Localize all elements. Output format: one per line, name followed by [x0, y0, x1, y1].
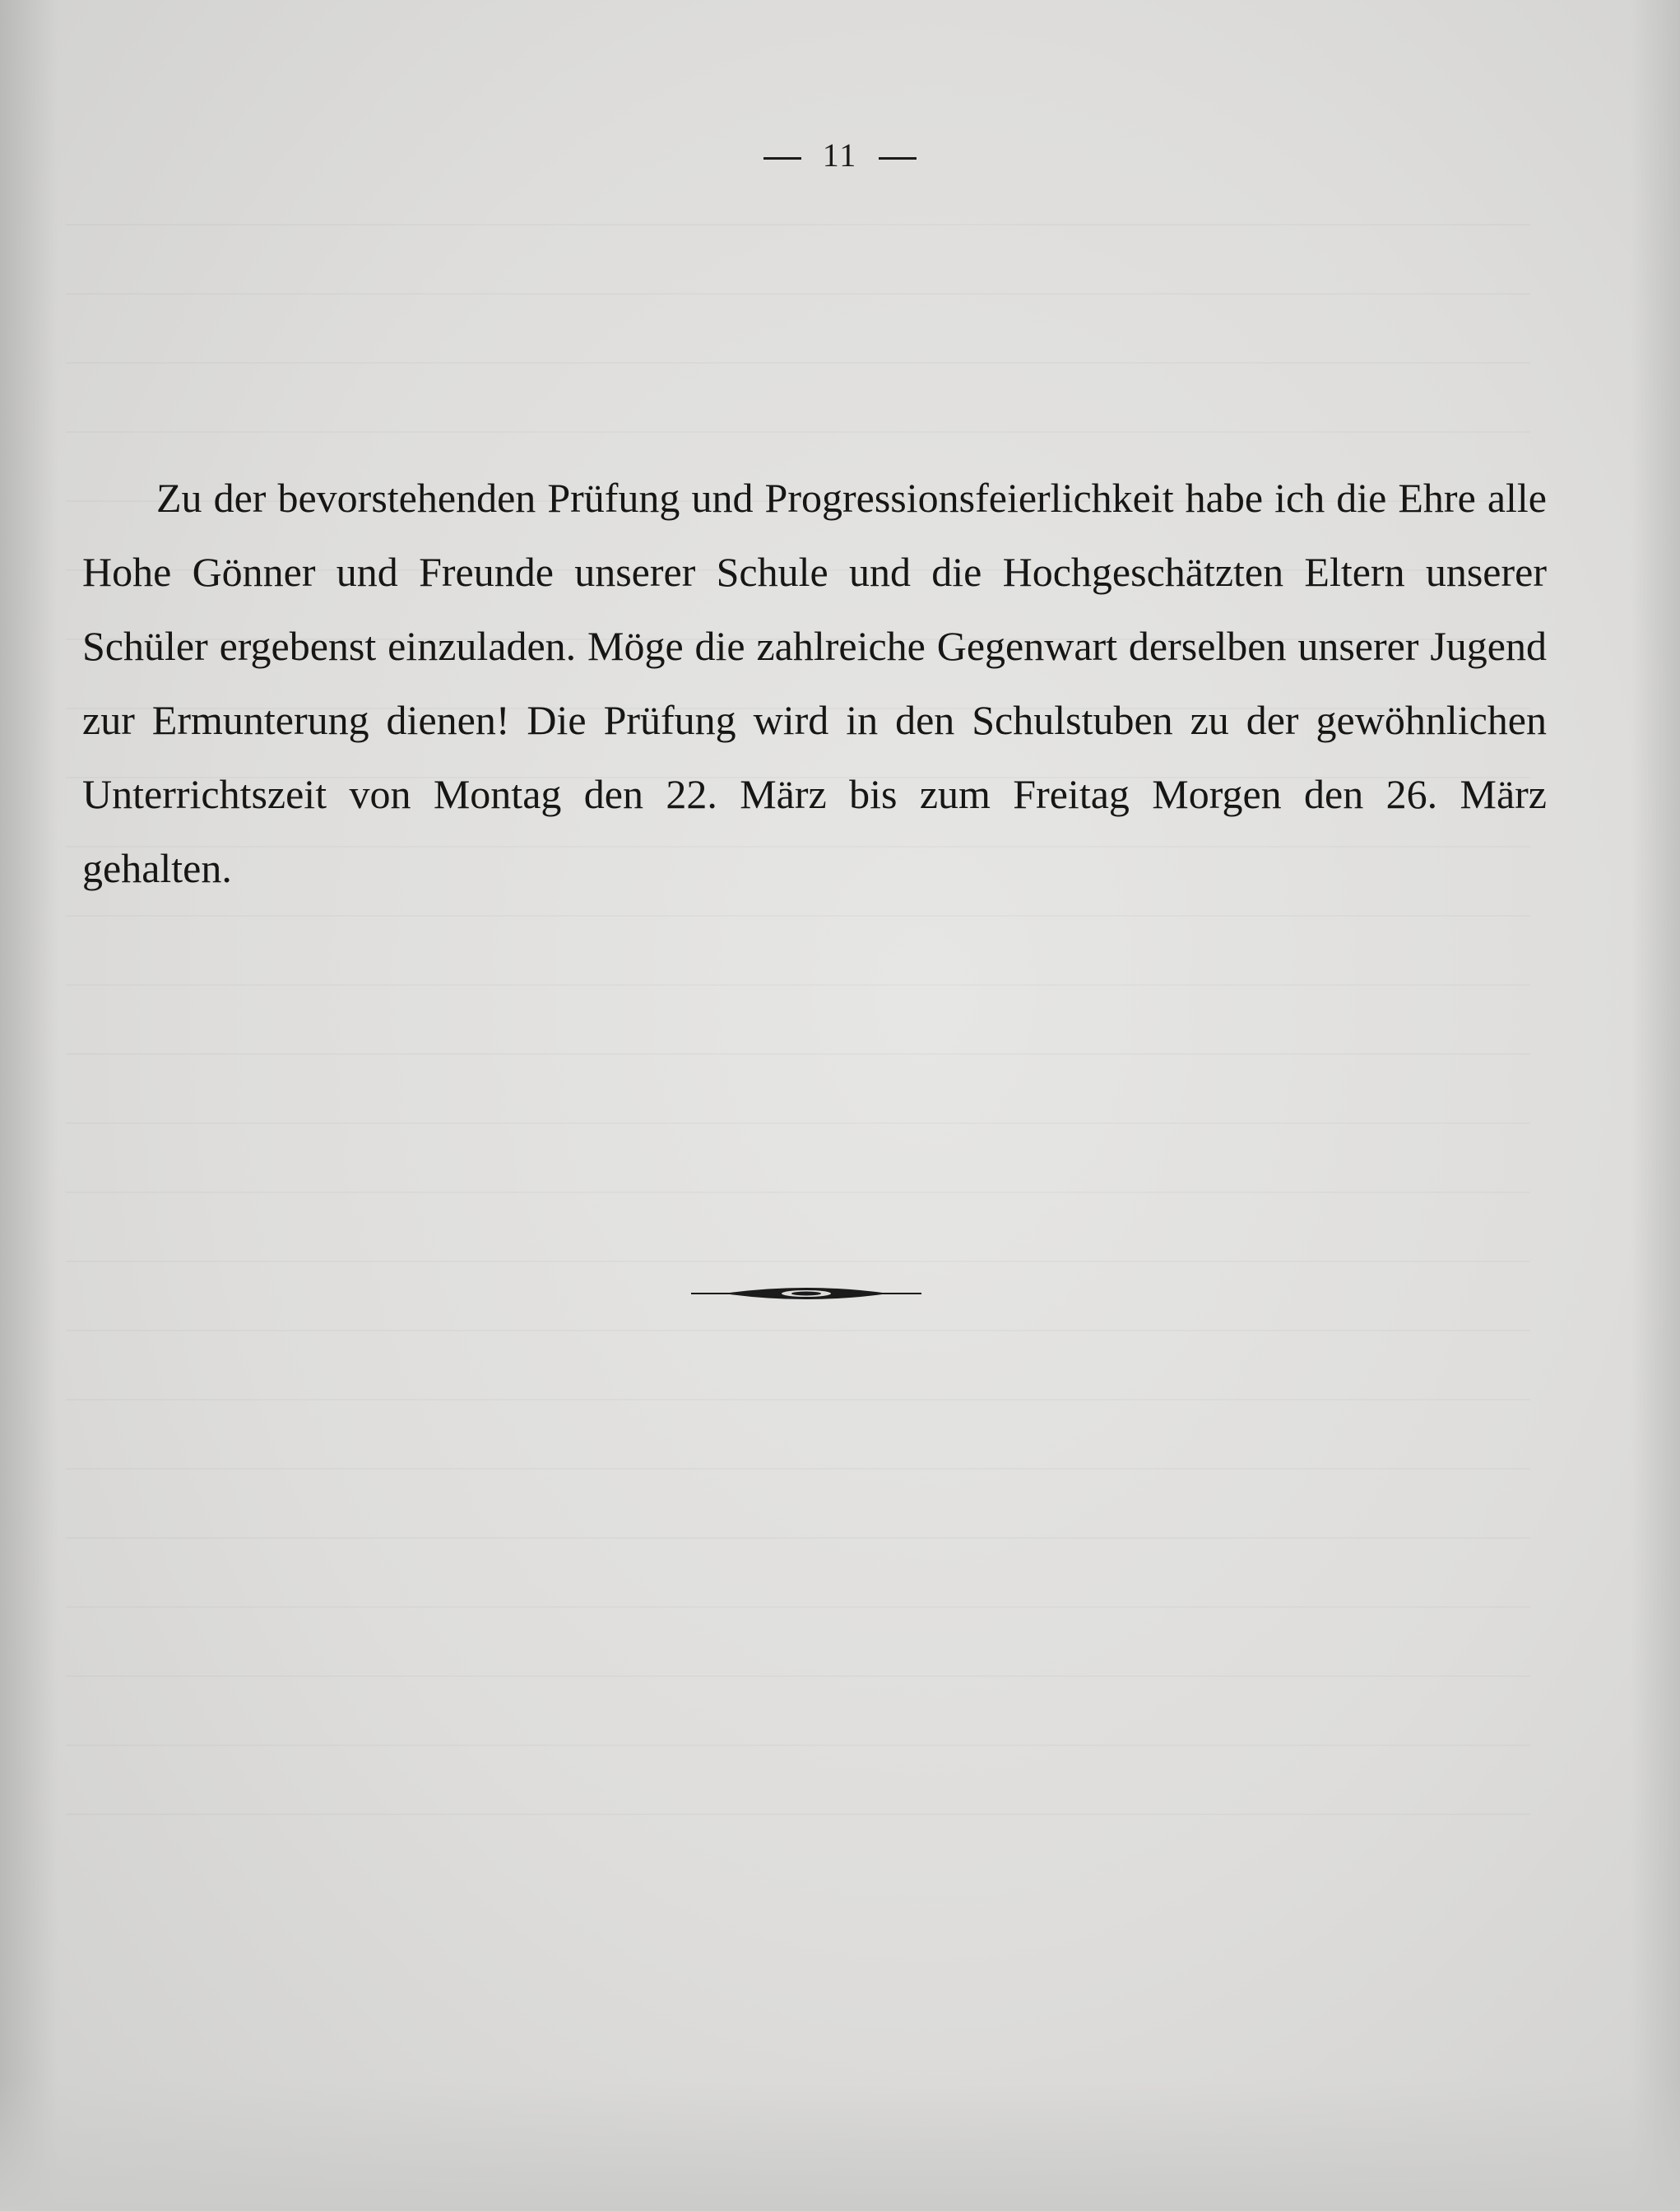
page-number-header: [0, 136, 1680, 174]
page-shadow-bottom: [0, 2079, 1680, 2211]
dash-right: [879, 157, 917, 160]
invitation-paragraph: Zu der bevorstehenden Prüfung und Progressionsfeierlichkeit habe ich die Ehre alle Hohe Gönner und Freunde unserer Schule und die Hochgeschätzten Eltern unserer Schüler ergebenst einzuladen. Möge die zahlreiche Gegenwart derselben unserer Jugend zur Ermunterung dienen! Die Prüfung wird in den Schulstuben zu der gewöhnlichen Unterrichtszeit von Montag den 22. März bis zum Freitag Morgen den 26. März gehalten.: [82, 475, 1547, 891]
dash-left: [763, 157, 801, 160]
page-shadow-left: [0, 0, 58, 2211]
page-shadow-right: [1631, 0, 1680, 2211]
ornament-core: [791, 1292, 821, 1296]
page-number: 11: [822, 137, 858, 174]
ornamental-rule: [691, 1284, 921, 1303]
bleed-through-texture: [66, 165, 1530, 1975]
